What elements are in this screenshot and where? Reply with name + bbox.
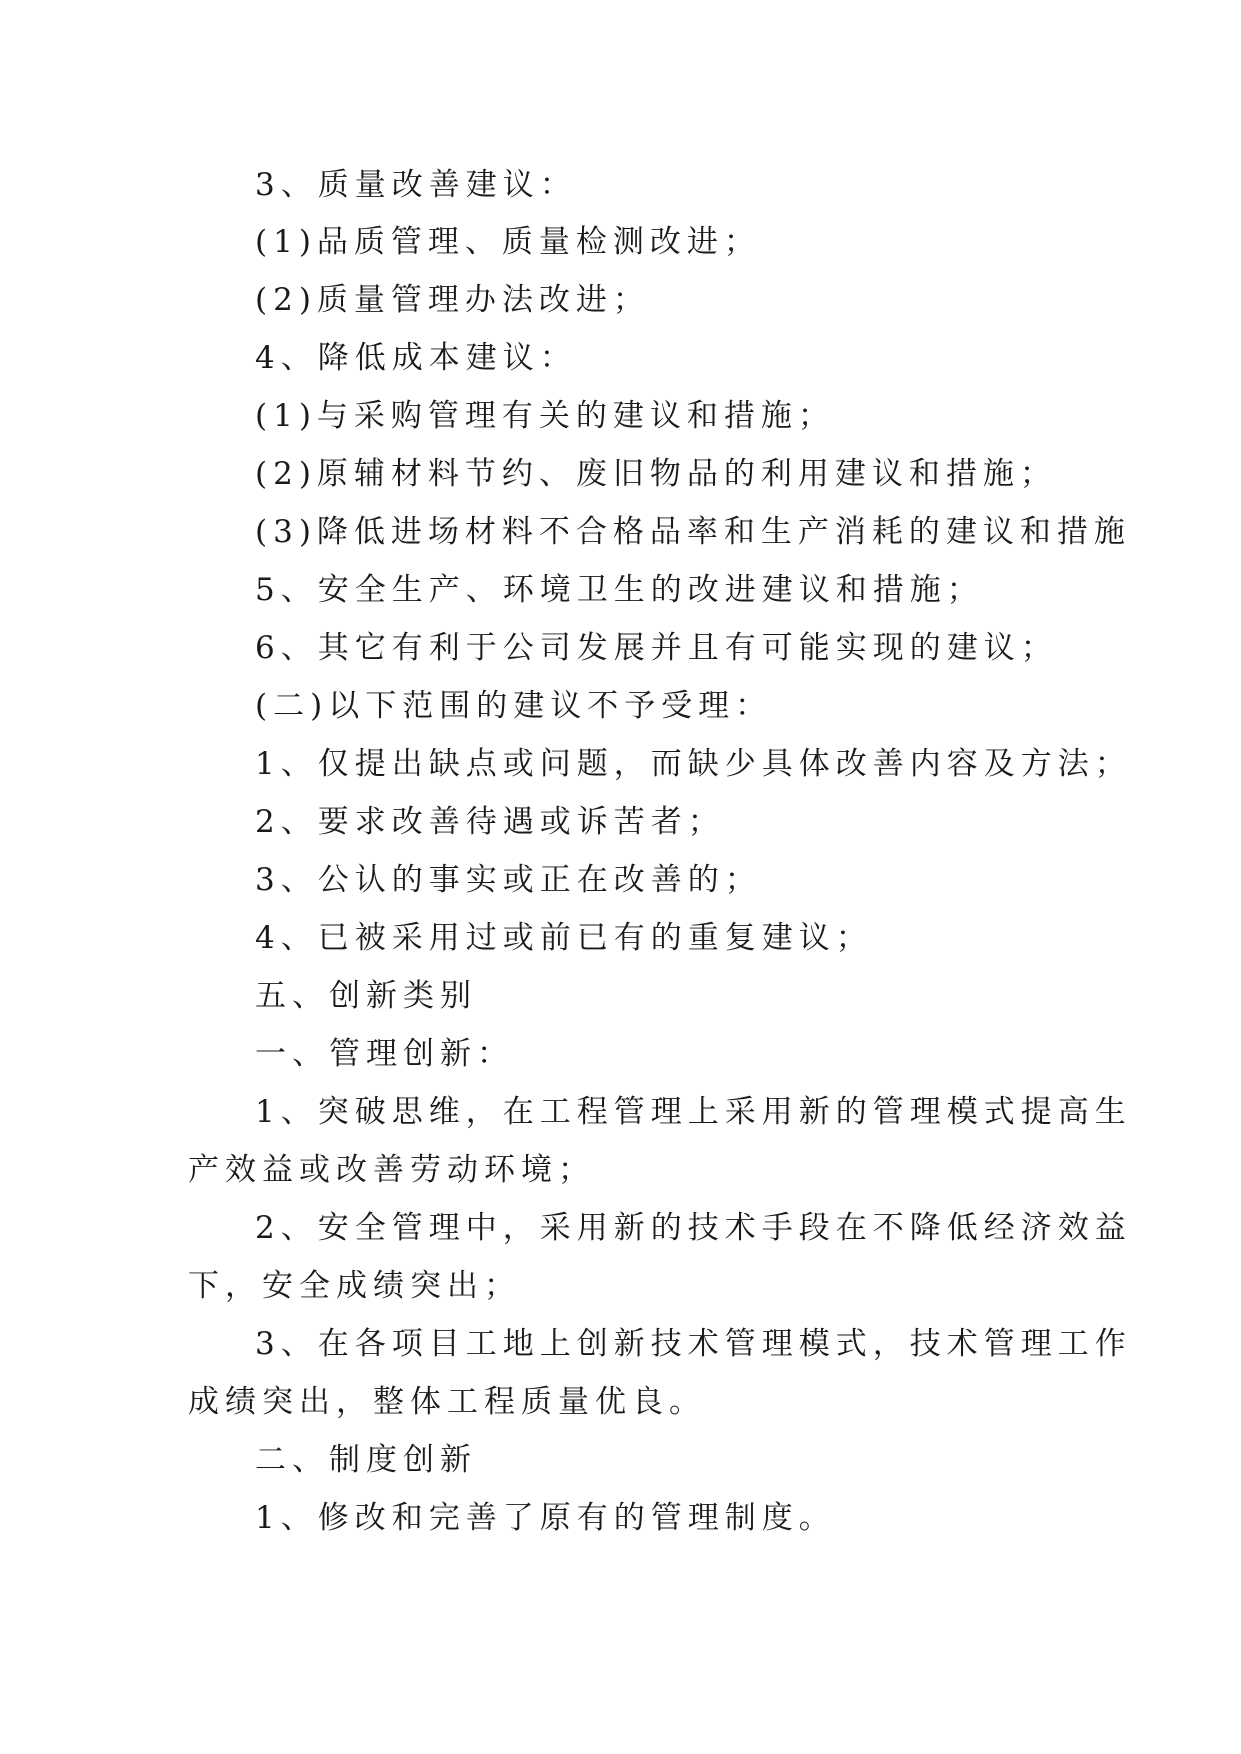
text-line: (二)以下范围的建议不予受理：	[255, 688, 773, 724]
text-line: 产效益或改善劳动环境；	[188, 1152, 595, 1188]
text-line: (1)与采购管理有关的建议和措施；	[255, 398, 835, 434]
text-line: 1、修改和完善了原有的管理制度。	[255, 1500, 836, 1536]
section-heading: 五、创新类别	[255, 978, 477, 1014]
text-line: 成绩突出，整体工程质量优良。	[188, 1384, 706, 1420]
text-line: 4、降低成本建议：	[255, 340, 577, 376]
text-line: (2)原辅材料节约、废旧物品的利用建议和措施；	[255, 456, 1057, 492]
text-line: 3、公认的事实或正在改善的；	[255, 862, 762, 898]
text-line: 3、质量改善建议：	[255, 167, 577, 203]
text-line: 4、已被采用过或前已有的重复建议；	[255, 920, 873, 956]
text-line: 5、安全生产、环境卫生的改进建议和措施；	[255, 572, 984, 608]
text-line: (1)品质管理、质量检测改进；	[255, 224, 761, 260]
text-line: (3)降低进场材料不合格品率和生产消耗的建议和措施	[255, 514, 1131, 550]
text-line: 3、在各项目工地上创新技术管理模式，技术管理工作	[255, 1326, 1132, 1362]
text-line: 6、其它有利于公司发展并且有可能实现的建议；	[255, 630, 1058, 666]
text-line: 2、要求改善待遇或诉苦者；	[255, 804, 725, 840]
subsection-heading: 二、制度创新	[255, 1442, 477, 1478]
text-line: (2)质量管理办法改进；	[255, 282, 650, 318]
text-line: 1、突破思维，在工程管理上采用新的管理模式提高生	[255, 1094, 1132, 1130]
subsection-heading: 一、管理创新：	[255, 1036, 514, 1072]
text-line: 2、安全管理中，采用新的技术手段在不降低经济效益	[255, 1210, 1132, 1246]
text-line: 下，安全成绩突出；	[188, 1268, 521, 1304]
text-line: 1、仅提出缺点或问题，而缺少具体改善内容及方法；	[255, 746, 1132, 782]
